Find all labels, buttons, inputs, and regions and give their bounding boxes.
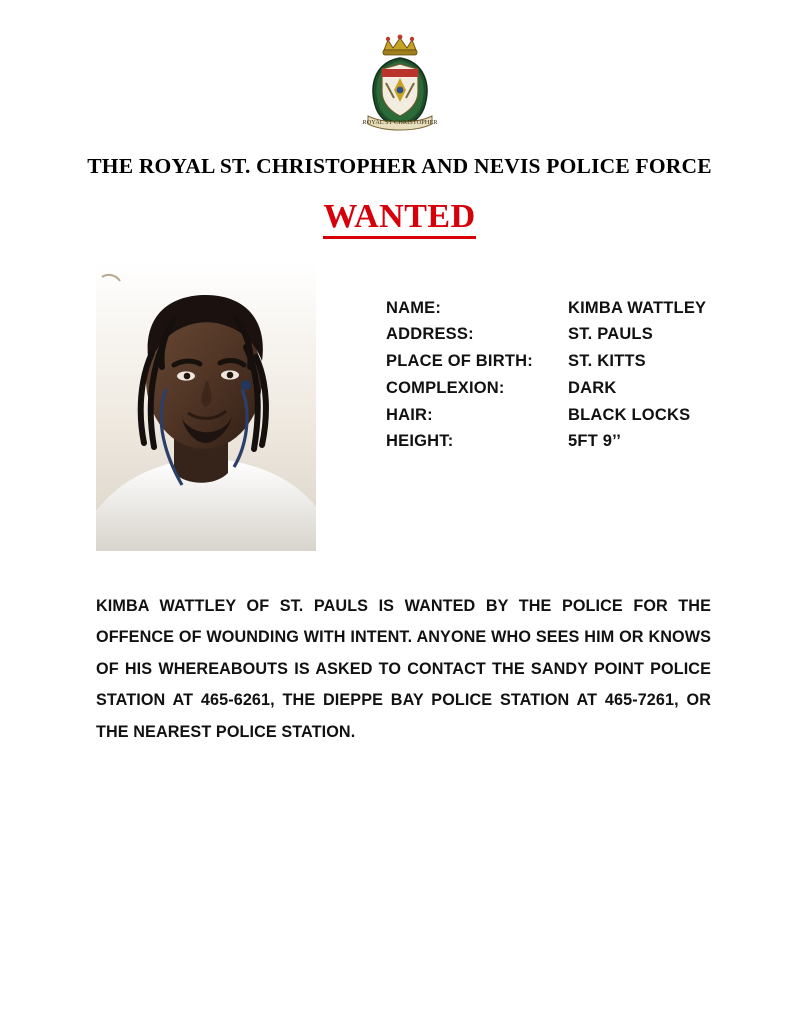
detail-value-hair: BLACK LOCKS — [568, 405, 691, 424]
wanted-heading: WANTED — [323, 199, 475, 239]
detail-label-place-of-birth: PLACE OF BIRTH: — [386, 352, 533, 371]
detail-value-complexion: DARK — [568, 378, 617, 397]
detail-row — [386, 402, 739, 429]
detail-value-height: 5FT 9’’ — [568, 432, 622, 451]
detail-label-height: HEIGHT: — [386, 432, 454, 451]
detail-row — [386, 348, 739, 375]
svg-text:ROYAL ST CHRISTOPHER: ROYAL ST CHRISTOPHER — [361, 119, 438, 126]
detail-label-address: ADDRESS: — [386, 325, 474, 344]
crest-container — [0, 0, 799, 136]
suspect-details — [386, 295, 739, 455]
detail-value-address: ST. PAULS — [568, 325, 653, 344]
police-crest-icon — [346, 28, 454, 136]
detail-row — [386, 321, 739, 348]
detail-label-complexion: COMPLEXION: — [386, 378, 505, 397]
notice-paragraph: KIMBA WATTLEY OF ST. PAULS IS WANTED BY THE POLICE FOR THE OFFENCE OF WOUNDING WITH INTENT. ANYONE WHO SEES HIM OR KNOWS OF HIS WHEREABOUTS IS ASKED TO CONTACT THE SANDY POINT POLICE STATION AT 465-6261, THE DIEPPE BAY POLICE STATION AT 465-7261, OR THE NEAREST POLICE STATION. — [96, 596, 711, 742]
wanted-heading-container — [0, 199, 799, 239]
suspect-photo — [96, 261, 316, 551]
detail-row — [386, 428, 739, 455]
detail-label-name: NAME: — [386, 298, 442, 317]
suspect-section — [0, 261, 799, 551]
page-title: THE ROYAL ST. CHRISTOPHER AND NEVIS POLICE FORCE — [87, 154, 712, 178]
detail-label-hair: HAIR: — [386, 405, 433, 424]
detail-row — [386, 375, 739, 402]
detail-value-name: KIMBA WATTLEY — [568, 298, 707, 317]
detail-value-place-of-birth: ST. KITTS — [568, 352, 646, 371]
detail-row — [386, 295, 739, 322]
